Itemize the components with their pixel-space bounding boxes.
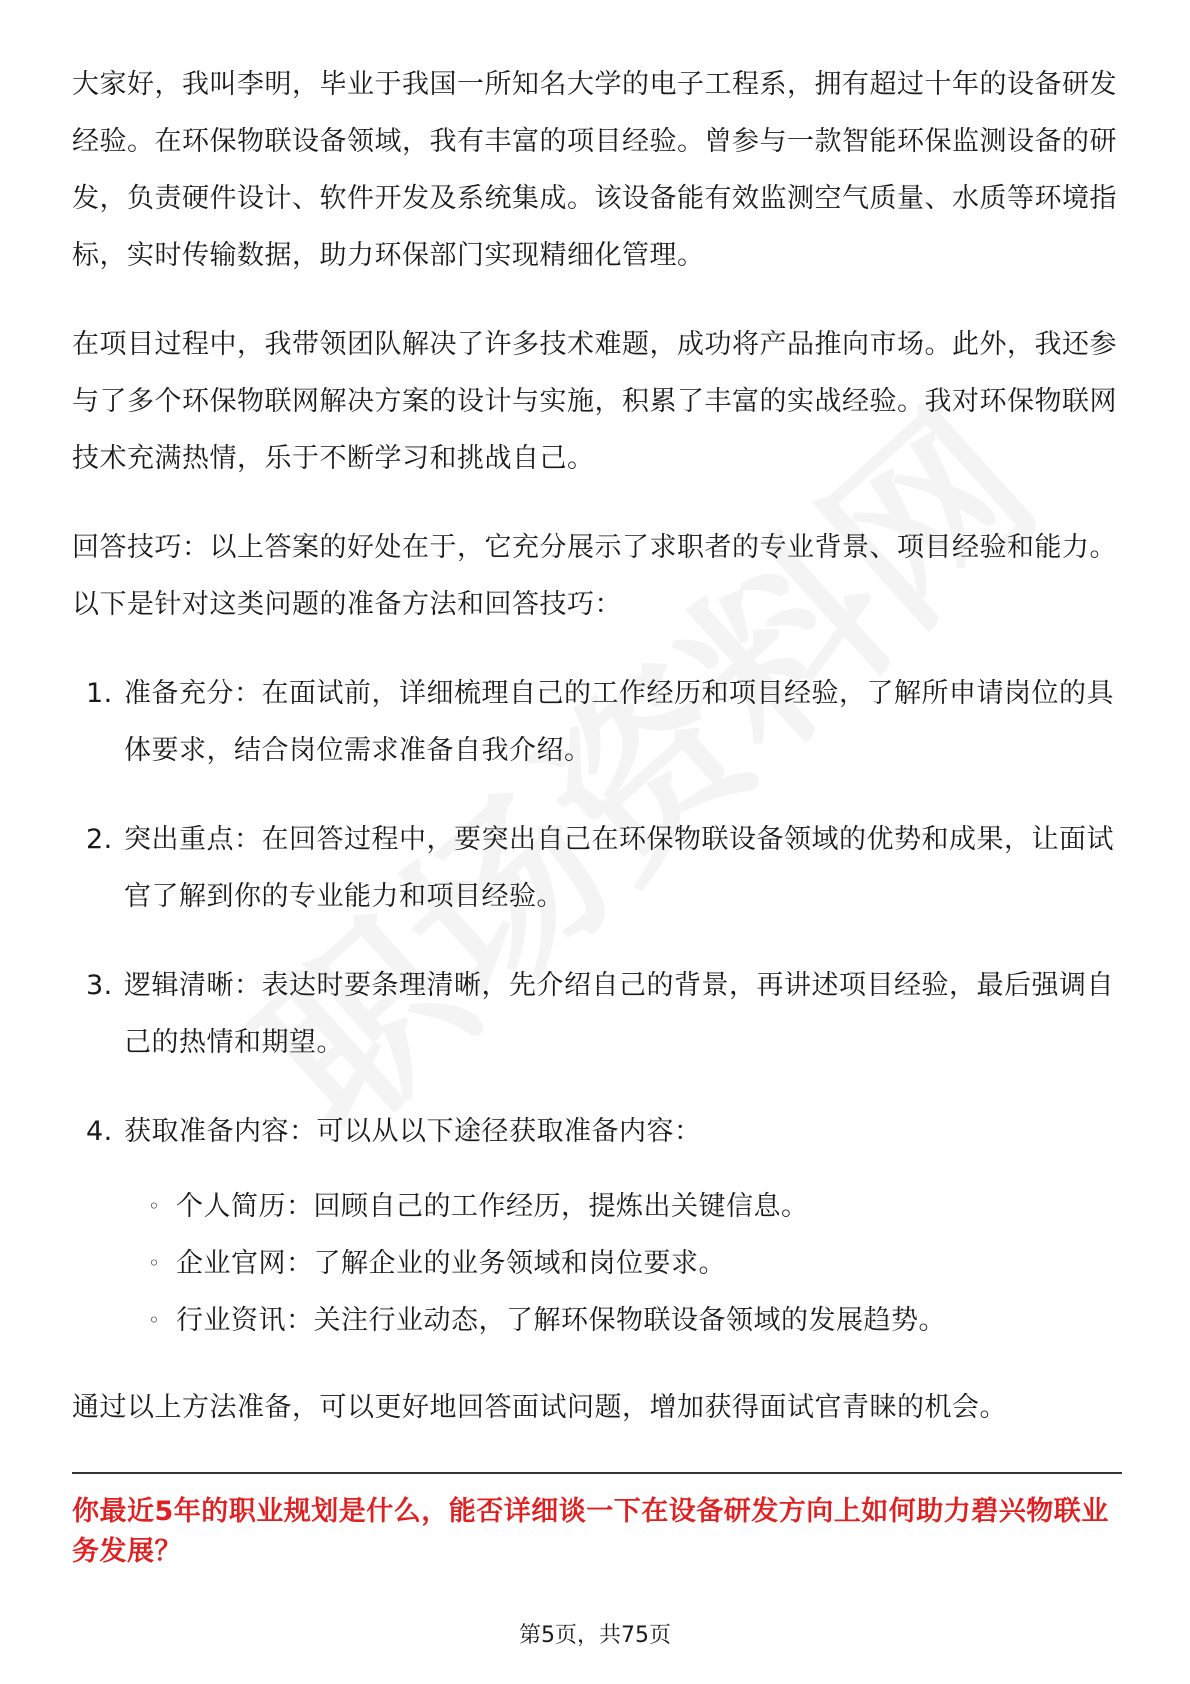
list-item: [72, 1235, 1122, 1292]
sources-list: [72, 1178, 1122, 1349]
list-item-text: 准备充分：在面试前，详细梳理自己的工作经历和项目经验，了解所申请岗位的具体要求，结合岗位需求准备自我介绍。: [124, 678, 1114, 766]
page-number: 第5页，共75页: [519, 1623, 671, 1648]
list-item-text: 突出重点：在回答过程中，要突出自己在环保物联设备领域的优势和成果，让面试官了解到你的专业能力和项目经验。: [124, 824, 1114, 912]
bullet-icon: ◦: [148, 1308, 161, 1332]
list-item-text: 个人简历：回顾自己的工作经历，提炼出关键信息。: [176, 1191, 809, 1222]
list-item-text: 行业资讯：关注行业动态，了解环保物联设备领域的发展趋势。: [176, 1305, 946, 1336]
list-item: [72, 1103, 1122, 1160]
preparation-steps-list: [72, 665, 1122, 1160]
list-number: 3.: [86, 970, 113, 1001]
next-question-heading: 你最近5年的职业规划是什么，能否详细谈一下在设备研发方向上如何助力碧兴物联业务发展？: [72, 1496, 1109, 1567]
bullet-icon: ◦: [148, 1194, 161, 1218]
list-number: 2.: [86, 824, 113, 855]
page-content: [72, 56, 1122, 1572]
tips-paragraph: 回答技巧：以上答案的好处在于，它充分展示了求职者的专业背景、项目经验和能力。以下是针对这类问题的准备方法和回答技巧：: [72, 532, 1117, 620]
list-item: [72, 665, 1122, 779]
list-item: [72, 957, 1122, 1071]
section-divider: [72, 1472, 1122, 1474]
list-number: 4.: [86, 1116, 113, 1147]
bullet-icon: ◦: [148, 1251, 161, 1275]
list-item: [72, 811, 1122, 925]
list-number: 1.: [86, 678, 113, 709]
conclusion-paragraph: 通过以上方法准备，可以更好地回答面试问题，增加获得面试官青睐的机会。: [72, 1392, 1007, 1423]
list-item-text: 企业官网：了解企业的业务领域和岗位要求。: [176, 1248, 726, 1279]
project-paragraph: 在项目过程中，我带领团队解决了许多技术难题，成功将产品推向市场。此外，我还参与了多个环保物联网解决方案的设计与实施，积累了丰富的实战经验。我对环保物联网技术充满热情，乐于不断学习和挑战自己。: [72, 329, 1117, 474]
list-item-text: 逻辑清晰：表达时要条理清晰，先介绍自己的背景，再讲述项目经验，最后强调自己的热情和期望。: [124, 970, 1114, 1058]
list-item-text: 获取准备内容：可以从以下途径获取准备内容：: [124, 1116, 702, 1147]
list-item: [72, 1178, 1122, 1235]
intro-paragraph: 大家好，我叫李明，毕业于我国一所知名大学的电子工程系，拥有超过十年的设备研发经验。在环保物联设备领域，我有丰富的项目经验。曾参与一款智能环保监测设备的研发，负责硬件设计、软件开发及系统集成。该设备能有效监测空气质量、水质等环境指标，实时传输数据，助力环保部门实现精细化管理。: [72, 69, 1117, 271]
list-item: [72, 1292, 1122, 1349]
